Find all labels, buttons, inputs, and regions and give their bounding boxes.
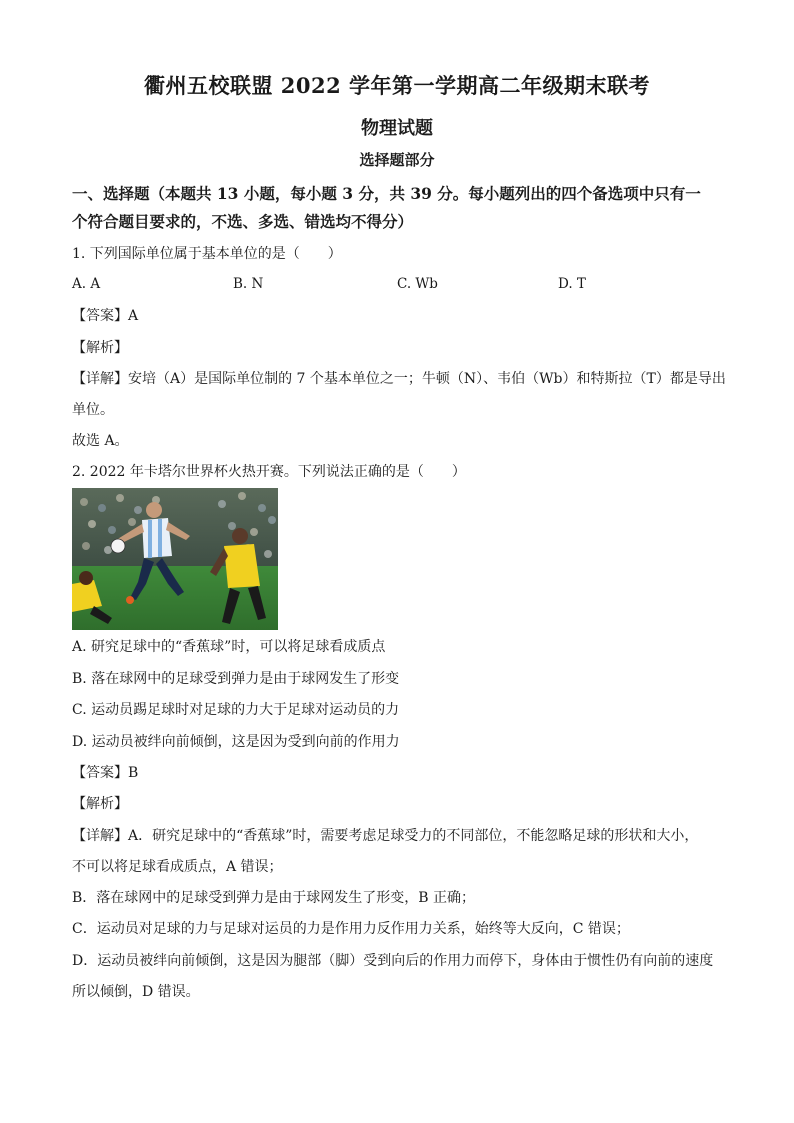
q2-stem: 2. 2022 年卡塔尔世界杯火热开赛。下列说法正确的是（ ） bbox=[72, 464, 466, 480]
q2-option-a: A. 研究足球中的“香蕉球”时，可以将足球看成质点 bbox=[72, 639, 386, 655]
q1-answer: 【答案】A bbox=[72, 308, 139, 324]
q1-option-b: B. N bbox=[233, 276, 264, 292]
q2-option-c: C. 运动员踢足球时对足球的力大于足球对运动员的力 bbox=[72, 702, 400, 718]
q2-detail-line-4: C．运动员对足球的力与足球对运员的力是作用力反作用力关系，始终等大反向，C 错误； bbox=[72, 921, 630, 937]
q1-analysis-label: 【解析】 bbox=[72, 340, 128, 356]
instructions-line-1: 一、选择题（本题共 13 小题，每小题 3 分，共 39 分。每小题列出的四个备选项中只有一 bbox=[72, 184, 701, 203]
exam-title: 衢州五校联盟 2022 学年第一学期高二年级期末联考 bbox=[143, 73, 651, 98]
exam-subject: 物理试题 bbox=[361, 118, 433, 139]
q2-detail-line-5: D．运动员被绊向前倾倒，这是因为腿部（脚）受到向后的作用力而停下，身体由于惯性仍有向前的速度 bbox=[72, 953, 714, 969]
q2-option-d: D. 运动员被绊向前倾倒，这是因为受到向前的作用力 bbox=[72, 734, 400, 750]
football-photo bbox=[72, 488, 278, 630]
q2-answer: 【答案】B bbox=[72, 765, 139, 781]
q2-detail-line-1: 【详解】A．研究足球中的“香蕉球”时，需要考虑足球受力的不同部位，不能忽略足球的形状和大小， bbox=[72, 828, 699, 844]
q1-stem: 1. 下列国际单位属于基本单位的是（ ） bbox=[72, 246, 342, 262]
q2-analysis-label: 【解析】 bbox=[72, 796, 128, 812]
q1-conclusion: 故选 A。 bbox=[72, 433, 129, 449]
instructions-line-2: 个符合题目要求的，不选、多选、错选均不得分） bbox=[72, 212, 414, 231]
q2-option-b: B. 落在球网中的足球受到弹力是由于球网发生了形变 bbox=[72, 671, 400, 687]
q1-option-d: D. T bbox=[558, 276, 586, 292]
section-heading: 选择题部分 bbox=[359, 151, 435, 169]
q1-detail-line-1: 【详解】安培（A）是国际单位制的 7 个基本单位之一；牛顿（N）、韦伯（Wb）和特斯拉（T）都是导出 bbox=[72, 371, 726, 387]
q2-detail-line-2: 不可以将足球看成质点，A 错误； bbox=[72, 859, 283, 875]
q2-detail-line-6: 所以倾倒，D 错误。 bbox=[72, 984, 200, 1000]
q2-detail-line-3: B．落在球网中的足球受到弹力是由于球网发生了形变，B 正确； bbox=[72, 890, 476, 906]
q1-option-c: C. Wb bbox=[397, 276, 438, 292]
q1-detail-line-2: 单位。 bbox=[72, 402, 114, 418]
q1-option-a: A. A bbox=[72, 276, 101, 292]
